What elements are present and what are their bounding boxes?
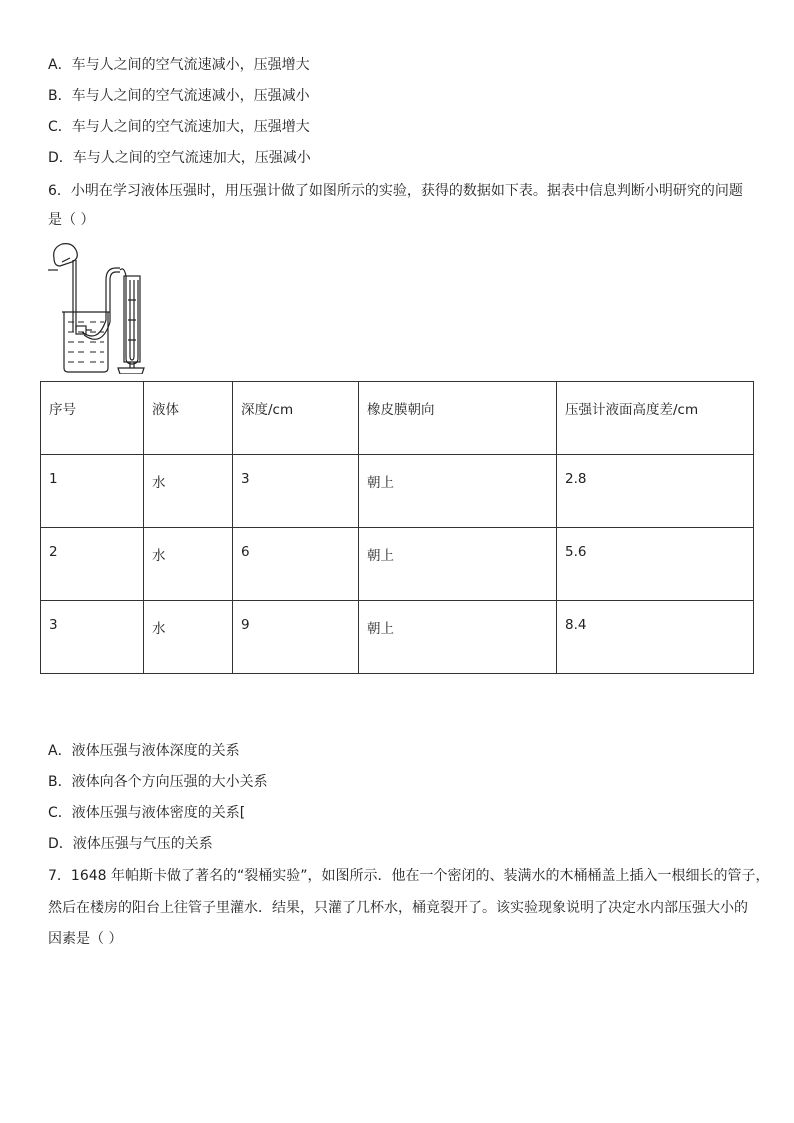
pressure-gauge-figure (46, 240, 156, 374)
header-cell: 液体 (144, 382, 233, 455)
header-cell: 深度/cm (233, 382, 359, 455)
question-6-text-line1: 6．小明在学习液体压强时，用压强计做了如图所示的实验，获得的数据如下表。据表中信息判断小明研究的问题 (48, 183, 743, 199)
table-row (41, 455, 754, 528)
option-a: A．液体压强与液体深度的关系 (48, 743, 240, 759)
table-row (41, 528, 754, 601)
table-row (41, 601, 754, 674)
option-d: D．液体压强与气压的关系 (48, 836, 213, 852)
table-cell: 8.4 (557, 601, 754, 674)
question-7-text-line1: 7．1648 年帕斯卡做了著名的“裂桶实验”，如图所示．他在一个密闭的、装满水的木桶桶盖上插入一根细长的管子， (48, 868, 770, 884)
table-cell: 6 (233, 528, 359, 601)
question-6-text-line2: 是（ ） (48, 212, 95, 228)
table-cell: 朝上 (359, 528, 557, 601)
table-cell: 5.6 (557, 528, 754, 601)
option-b-prev: B．车与人之间的空气流速减小，压强减小 (48, 88, 310, 104)
table-cell: 9 (233, 601, 359, 674)
option-c: C．液体压强与液体密度的关系[ (48, 805, 246, 821)
data-table (40, 381, 754, 674)
header-cell: 压强计液面高度差/cm (557, 382, 754, 455)
question-7-text-line2: 然后在楼房的阳台上往管子里灌水．结果，只灌了几杯水，桶竟裂开了。该实验现象说明了决定水内部压强大小的 (48, 900, 748, 916)
table-cell: 水 (144, 528, 233, 601)
table-cell: 水 (144, 455, 233, 528)
table-cell: 朝上 (359, 455, 557, 528)
header-cell: 序号 (41, 382, 144, 455)
table-cell: 水 (144, 601, 233, 674)
table-header-row (41, 382, 754, 455)
option-c-prev: C．车与人之间的空气流速加大，压强增大 (48, 119, 310, 135)
option-a-prev: A．车与人之间的空气流速减小，压强增大 (48, 57, 310, 73)
header-cell: 橡皮膜朝向 (359, 382, 557, 455)
table-cell: 朝上 (359, 601, 557, 674)
question-7-text-line3: 因素是（ ） (48, 931, 123, 947)
table-cell: 1 (41, 455, 144, 528)
table-cell: 3 (41, 601, 144, 674)
option-b: B．液体向各个方向压强的大小关系 (48, 774, 268, 790)
table-cell: 3 (233, 455, 359, 528)
table-cell: 2.8 (557, 455, 754, 528)
option-d-prev: D．车与人之间的空气流速加大，压强减小 (48, 150, 311, 166)
table-cell: 2 (41, 528, 144, 601)
